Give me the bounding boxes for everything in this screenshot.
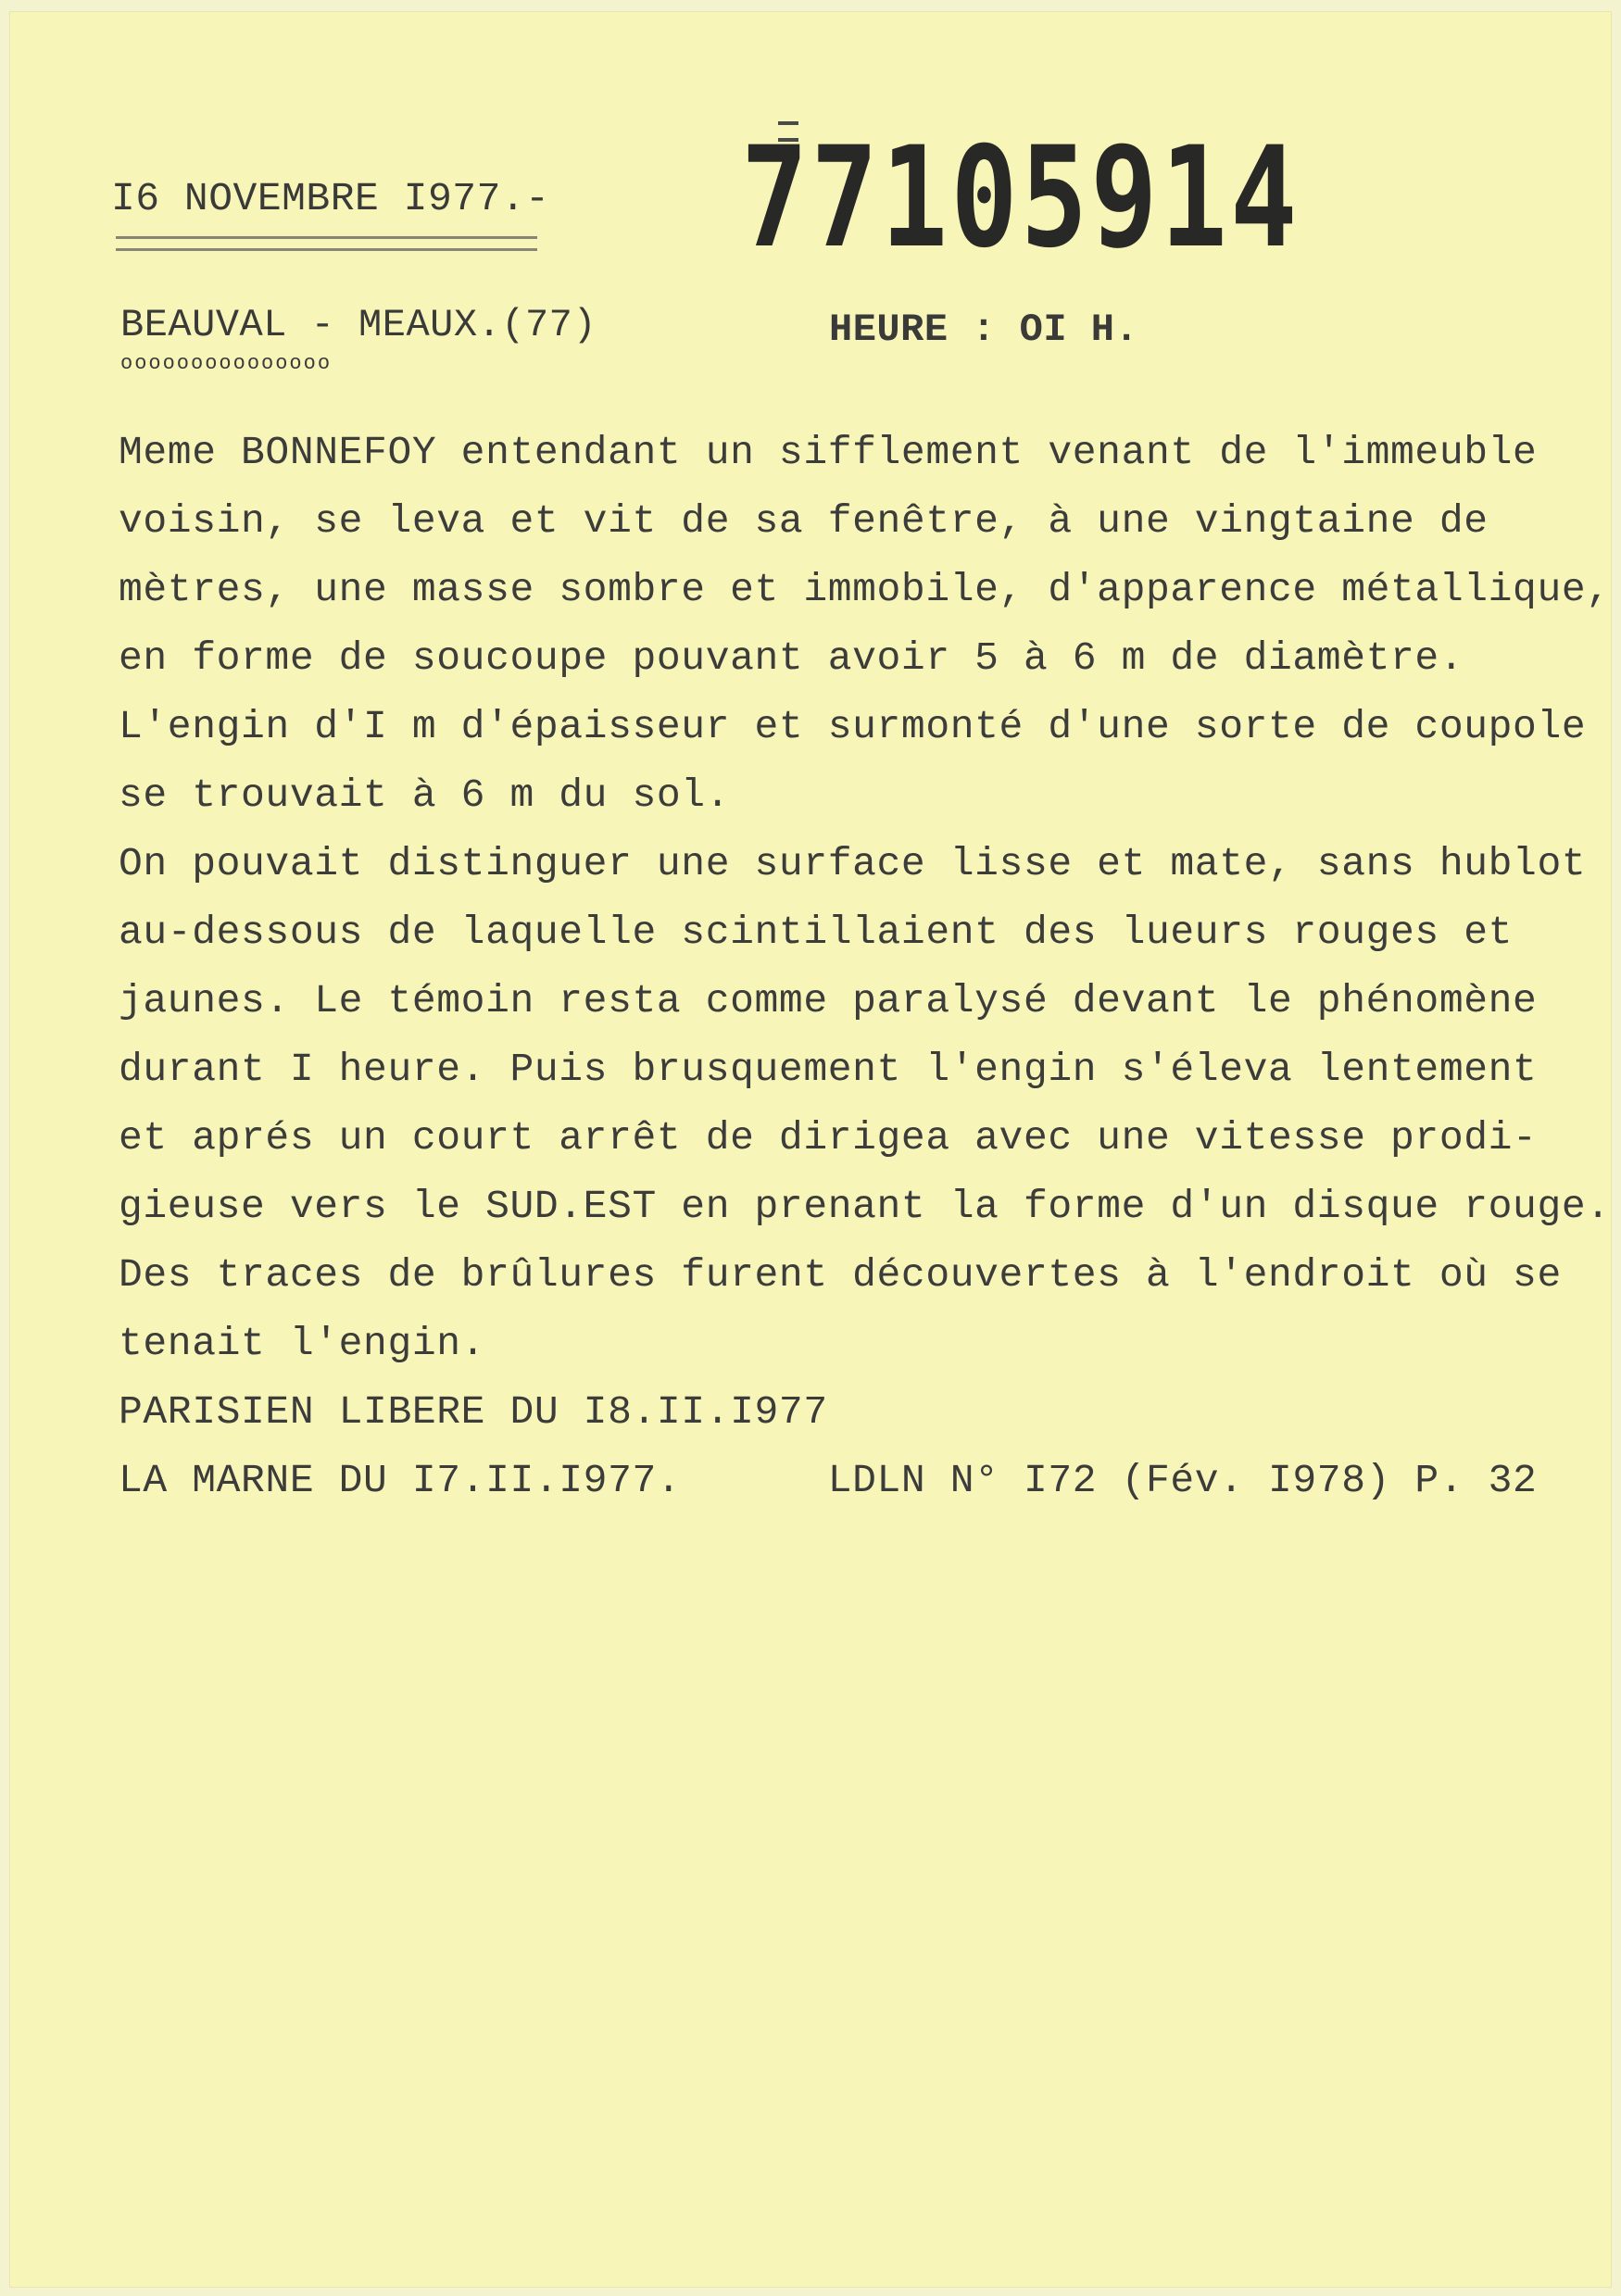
stamp-number: 77105914 — [741, 118, 1301, 279]
body-line: se trouvait à 6 m du sol. — [119, 772, 731, 818]
location: BEAUVAL - MEAUX.(77) — [120, 303, 597, 347]
body-line: mètres, une masse sombre et immobile, d'apparence métallique, — [119, 567, 1611, 612]
body-line: On pouvait distinguer une surface lisse et mate, sans hublot — [119, 841, 1587, 886]
report-date: I6 NOVEMBRE I977.- — [111, 176, 550, 221]
report-body — [119, 419, 1611, 1515]
time-label: HEURE : OI H. — [829, 307, 1139, 352]
body-line: Meme BONNEFOY entendant un sifflement venant de l'immeuble — [119, 430, 1538, 475]
body-line: jaunes. Le témoin resta comme paralysé devant le phénomène — [119, 978, 1538, 1023]
location-underline: ooooooooooooooo — [120, 352, 333, 375]
source-line-2: LA MARNE DU I7.II.I977. LDLN N° I72 (Fév. I978) P. 32 — [119, 1458, 1538, 1503]
body-line: durant I heure. Puis brusquement l'engin s'éleva lentement — [119, 1047, 1538, 1092]
body-line: Des traces de brûlures furent découvertes à l'endroit où se — [119, 1252, 1562, 1298]
date-double-underline — [116, 236, 537, 251]
body-line: en forme de soucoupe pouvant avoir 5 à 6 m de diamètre. — [119, 635, 1464, 681]
source-line-1: PARISIEN LIBERE DU I8.II.I977 — [119, 1389, 828, 1435]
body-line: et aprés un court arrêt de dirigea avec une vitesse prodi- — [119, 1115, 1538, 1161]
body-line: au-dessous de laquelle scintillaient des lueurs rouges et — [119, 910, 1514, 955]
document-page — [9, 11, 1612, 2288]
body-line: gieuse vers le SUD.EST en prenant la forme d'un disque rouge. — [119, 1184, 1611, 1229]
body-line: L'engin d'I m d'épaisseur et surmonté d'une sorte de coupole — [119, 704, 1587, 749]
body-line: voisin, se leva et vit de sa fenêtre, à une vingtaine de — [119, 498, 1489, 544]
body-line: tenait l'engin. — [119, 1321, 486, 1366]
